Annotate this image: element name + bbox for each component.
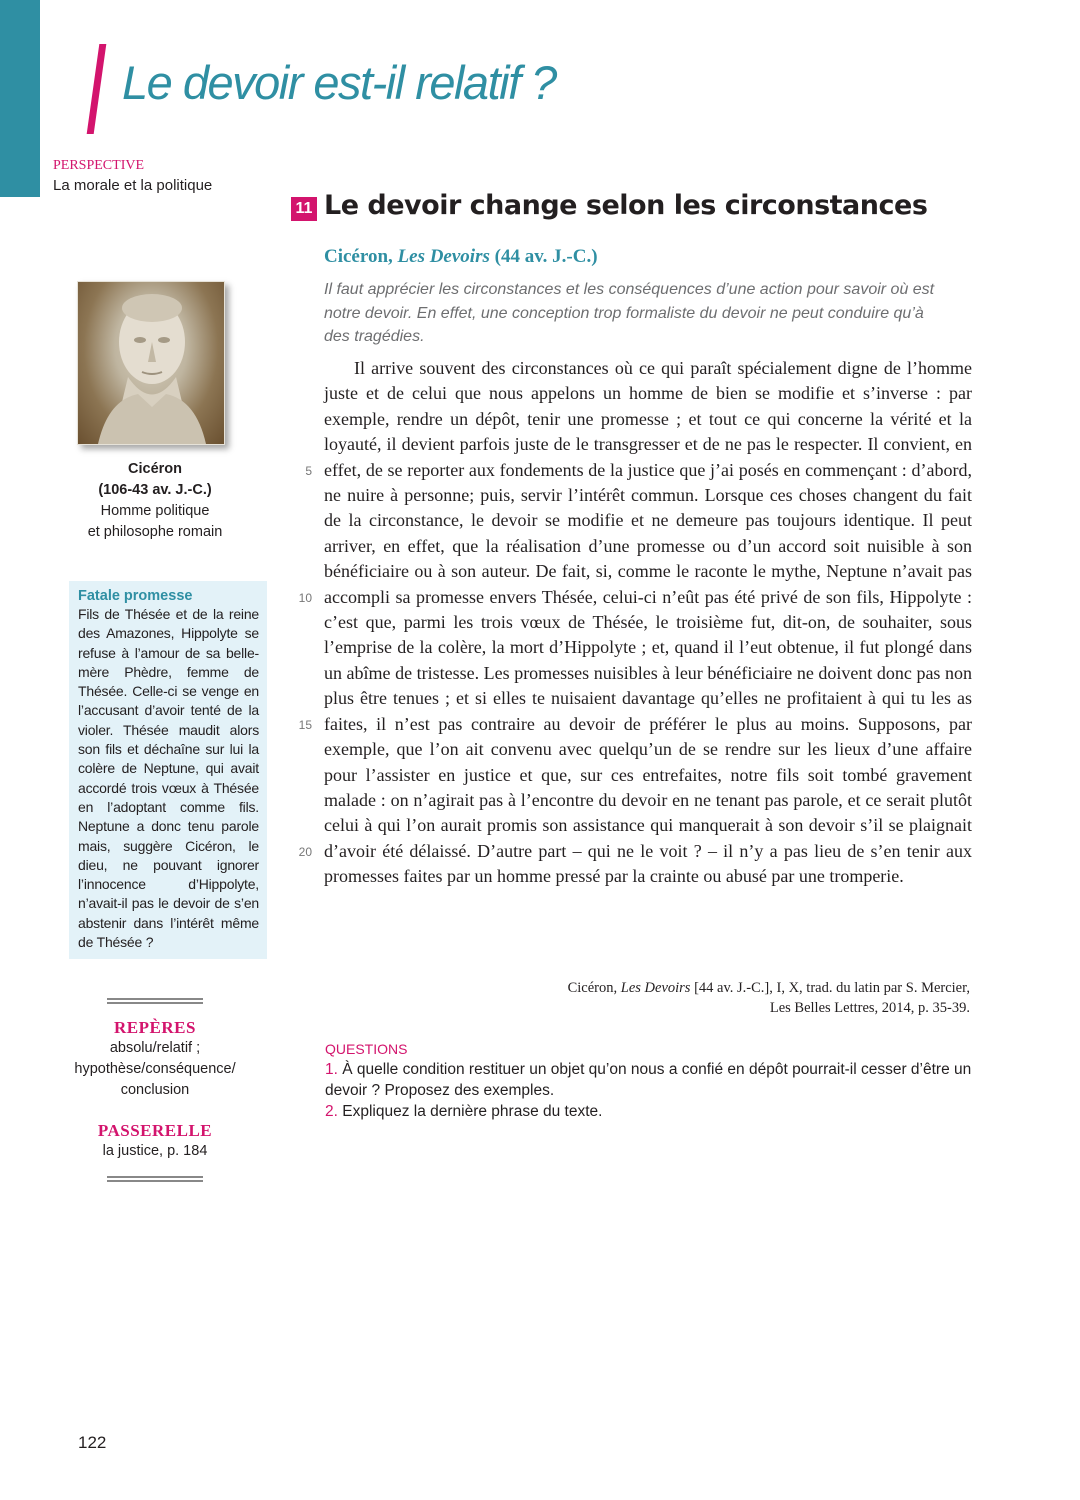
- caption-role-2: et philosophe romain: [87, 524, 223, 540]
- caption-role-1: Homme politique: [100, 503, 210, 519]
- question-item: [325, 1059, 985, 1101]
- author-name: Cicéron,: [324, 246, 393, 267]
- citation-rest: [44 av. J.-C.], I, X, trad. du latin par S. Mercier,: [694, 980, 970, 996]
- divider-bottom: [107, 1176, 203, 1182]
- line-number-5: 5: [305, 464, 312, 478]
- page-number: 122: [78, 1433, 107, 1452]
- teal-corner-band: [0, 0, 40, 197]
- reperes-block: [70, 998, 240, 1182]
- citation-prefix: Cicéron,: [567, 980, 618, 996]
- citation: [324, 978, 970, 1018]
- reperes-line-2: hypothèse/conséquence/: [74, 1061, 236, 1077]
- work-title: Les Devoirs: [397, 246, 490, 267]
- page-title: Le devoir est-il relatif ?: [122, 56, 556, 109]
- caption-dates: (106-43 av. J.-C.): [98, 482, 212, 498]
- author-line: [324, 246, 598, 268]
- reperes-line-3: conclusion: [120, 1082, 190, 1098]
- sidebar-text: Fils de Thésée et de la reine des Amazones, Hippolyte se refuse à l’amour de sa belle-mère Phèdre, femme de Thésée. Celle-ci se venge en l’accusant d’avoir tenté de la violer. Thésée maudit alors son fils et déchaîne sur lui la colère de Neptune, qui avait accordé trois vœux à Thésée en l’adoptant comme fils. Neptune a donc tenu parole mais, suggère Cicéron, le dieu, ne pouvant ignorer l’innocence d’Hippolyte, n’avait-il pas le devoir de s’en abstenir dans l’intérêt même de Thésée ?: [78, 606, 259, 951]
- question-text: Expliquez la dernière phrase du texte.: [342, 1103, 603, 1120]
- perspective-subtitle: La morale et la politique: [53, 177, 213, 194]
- caption-name: Cicéron: [128, 461, 182, 477]
- divider-top: [107, 998, 203, 1004]
- line-number-10: 10: [298, 591, 312, 605]
- title-accent-bar: [87, 44, 107, 134]
- section-title: Le devoir change selon les circonstances: [324, 190, 928, 221]
- sidebar-title: Fatale promesse: [78, 588, 193, 604]
- question-number: 2.: [325, 1103, 338, 1120]
- line-number-20: 20: [298, 845, 312, 859]
- question-item: [325, 1101, 985, 1122]
- citation-work: Les Devoirs: [620, 980, 691, 996]
- questions-heading: QUESTIONS: [325, 1041, 408, 1057]
- section-number-badge: 11: [291, 197, 317, 221]
- bust-portrait-icon: [77, 281, 225, 445]
- question-text: À quelle condition restituer un objet qu’on nous a confié en dépôt pourrait-il cesser d’être un devoir ? Proposez des exemples.: [325, 1061, 972, 1099]
- passerelle-title: PASSERELLE: [97, 1121, 213, 1140]
- main-text: Il arrive souvent des circonstances où ce qui paraît spécialement digne de l’homme juste et de celui que nous appelons un homme de bien se modifie et s’inverse : par exemple, rendre un dépôt, tenir une promesse ; et tout ce qui concerne la vérité et la loyauté, il devient parfois juste de le transgresser et de ne pas le respecter. Il convient, en effet, de se reporter aux fondements de la justice que j’ai posés en commençant : d’abord, ne nuire à personne; puis, servir l’intérêt commun. Lorsque ces choses changent du fait de la circonstance, le devoir se modifie et ne demeure pas toujours identique. Il peut arriver, en effet, que la réalisation d’une promesse ou d’un accord soit nuisible à son bénéficiaire ou à son auteur. De fait, si, comme le raconte le mythe, Neptune n’avait pas accompli sa promesse envers Thésée, celui-ci n’eût pas été privé de son fils, Hippolyte : c’est que, parmi les trois vœux de Thésée, le troisième fut, dit-on, de souhaiter, sous l’emprise de la colère, la mort d’Hippolyte ; et, quand il l’eut obtenue, il fut plongé dans un abîme de tristesse. Les promesses nuisibles à leur bénéficiaire ne doivent donc pas non plus être tenues ; et si elles te nuisaient davantage qu’elles ne profitaient à qui tu les as faites, il n’est pas contraire au devoir de préférer le plus au moins. Supposons, par exemple, que l’on ait convenu avec quelqu’un de se rendre sur les lieux d’une affaire pour l’assister en justice et que, sur ces entrefaites, notre fils soit tombé gravement malade : on n’agirait pas à l’encontre du devoir en ne tenant pas parole, et ce serait plutôt celui à qui l’on aurait promis son assistance qui manquerait à son devoir s’il se plaignait d’avoir été délaissé. D’autre part – qui ne le voit ? – il n’y a pas lieu de s’en tenir aux promesses faites par un homme pressé par la crainte ou abusé par une tromperie.: [324, 358, 972, 887]
- line-number-15: 15: [298, 718, 312, 732]
- portrait-caption: [70, 459, 240, 543]
- sidebar-note-box: [69, 581, 267, 959]
- intro-text: Il faut apprécier les circonstances et les conséquences d’une action pour savoir où est notre devoir. En effet, une conception trop formaliste du devoir ne peut conduire qu’à des tragédies.: [324, 281, 935, 345]
- reperes-line-1: absolu/relatif ;: [109, 1040, 201, 1056]
- questions-list: [325, 1059, 985, 1122]
- reperes-title: REPÈRES: [114, 1018, 196, 1037]
- passerelle-link[interactable]: la justice, p. 184: [102, 1143, 208, 1159]
- perspective-label: PERSPECTIVE: [53, 158, 145, 173]
- work-date: (44 av. J.-C.): [494, 246, 598, 267]
- citation-line-2: Les Belles Lettres, 2014, p. 35-39.: [769, 1000, 970, 1016]
- question-number: 1.: [325, 1061, 338, 1078]
